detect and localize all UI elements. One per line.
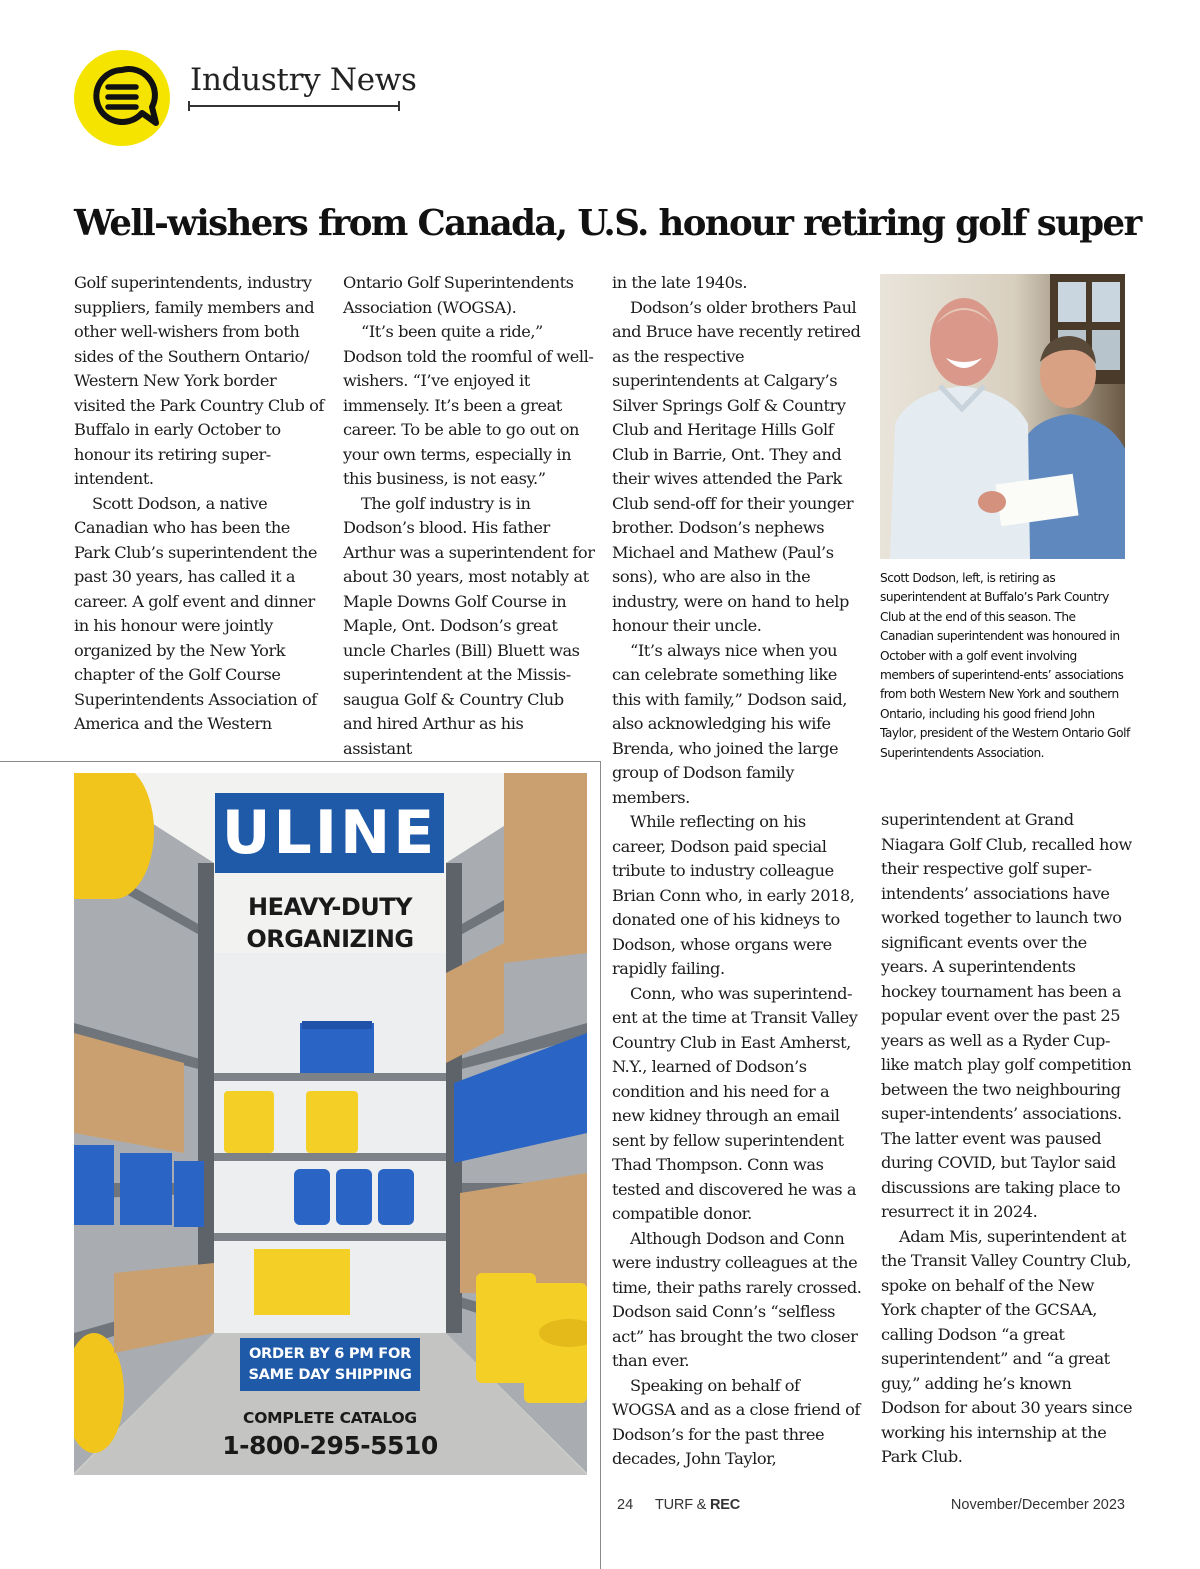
ad-frame-line [600, 761, 601, 1569]
section-title: Industry News [190, 62, 417, 98]
menu-speech-bubble-icon [72, 48, 172, 148]
article-headline: Well-wishers from Canada, U.S. honour retiring golf super [74, 203, 1141, 244]
ad-shipping-line: SAME DAY SHIPPING [248, 1366, 412, 1383]
paragraph: Scott Dodson, a native Canadian who has been the Park Club’s superintendent the past 30 years, has called it a career. A golf event and dinner in his honour were jointly organized by the New York chapter of the Golf Course Superintendents Association of America and the Western [74, 493, 318, 733]
paragraph: in the late 1940s. [612, 273, 748, 292]
ad-shipping-badge [240, 1338, 420, 1391]
paragraph: Golf superintendents, industry suppliers, family members and other well-wishers from both sides of the Southern Ontario/ Western New York border visited the Park Country Club of Buffalo in early October to honour its retiring super-intendent. [74, 273, 324, 488]
section-title-rule [188, 105, 400, 107]
magazine-name [655, 1497, 740, 1513]
paragraph: “It’s been quite a ride,” Dodson told the roomful of well-wishers. “I’ve enjoyed it immensely. It’s been a great career. To be able to go out on your own terms, especially in this business, is not easy.” [343, 322, 594, 488]
ad-tagline [224, 891, 436, 955]
ad-tagline-line: ORGANIZING [246, 925, 414, 953]
page-number: 24 [617, 1497, 634, 1513]
paragraph: Adam Mis, superintendent at the Transit Valley Country Club, spoke on behalf of the New York chapter of the GCSAA, calling Dodson “a great superintendent” and “a great guy,” adding he’s known Dodson for about 30 years since working his internship at the Park Club. [881, 1226, 1133, 1466]
article-column-1 [74, 271, 326, 737]
paragraph: Conn, who was superintend-ent at the time at Transit Valley Country Club in East Amherst, N.Y., learned of Dodson’s condition and his need for a new kidney through an email sent by fellow superintendent Thad Thompson. Conn was tested and discovered he was a compatible donor. [612, 983, 858, 1223]
paragraph: “It’s always nice when you can celebrate something like this with family,” Dodson said, also acknowledging his wife Brenda, who joined the large group of Dodson family members. [612, 640, 847, 807]
paragraph: The golf industry is in Dodson’s blood. His father Arthur was a superintendent for about 30 years, most notably at Maple Downs Golf Course in Maple, Ont. Dodson’s great uncle Charles (Bill) Bluett was superintendent at the Missis-saugua Golf & Country Club and hired Arthur as his assistant [343, 493, 595, 758]
article-column-3 [612, 271, 864, 1472]
article-photo [880, 274, 1125, 559]
article-column-2 [343, 271, 595, 761]
photo-caption: Scott Dodson, left, is retiring as superintendent at Buffalo’s Park Country Club at the end of this season. The Canadian superintendent was honoured in October with a golf event involving members of superintend-ents’ associations from both Western New York and southern Ontario, including his good friend John Taylor, president of the Western Ontario Golf Superintendents Association. [880, 571, 1130, 760]
ad-brand-logo: ULINE [215, 793, 444, 873]
paragraph: Speaking on behalf of WOGSA and as a close friend of Dodson’s for the past three decades, John Taylor, [612, 1375, 860, 1468]
ad-catalog-label: COMPLETE CATALOG [243, 1409, 417, 1427]
magazine-name-rec: REC [710, 1497, 741, 1513]
ad-frame-line [0, 761, 601, 762]
paragraph: While reflecting on his career, Dodson paid special tribute to industry colleague Brian Conn who, in early 2018, donated one of his kidneys to Dodson, whose organs were rapidly failing. [612, 812, 855, 978]
uline-advertisement[interactable] [74, 773, 587, 1475]
magazine-name-turf: TURF & [655, 1497, 710, 1513]
issue-date: November/December 2023 [950, 1497, 1125, 1513]
ad-shipping-line: ORDER BY 6 PM FOR [248, 1345, 412, 1362]
ad-phone-number[interactable]: 1-800-295-5510 [222, 1431, 438, 1460]
paragraph: Ontario Golf Superintendents Association (WOGSA). [343, 273, 574, 317]
paragraph: Although Dodson and Conn were industry colleagues at the time, their paths rarely crossed. Dodson said Conn’s “selfless act” has brought the two closer than ever. [612, 1228, 862, 1370]
paragraph: superintendent at Grand Niagara Golf Club, recalled how their respective golf super-intendents’ associations have worked together to launch two significant events over the years. A superintendents hockey tournament has been a popular event over the past 25 years as well as a Ryder Cup-like match play golf competition between the two neighbouring super-intendents’ associations. The latter event was paused during COVID, but Taylor said discussions are taking place to resurrect it in 2024. [881, 810, 1132, 1221]
paragraph: Dodson’s older brothers Paul and Bruce have recently retired as the respective superintendents at Calgary’s Silver Springs Golf & Country Club and Heritage Hills Golf Club in Barrie, Ont. They and their wives attended the Park Club send-off for their younger brother. Dodson’s nephews Michael and Mathew (Paul’s sons), who are also in the industry, were on hand to help honour their uncle. [612, 297, 861, 635]
article-column-4 [881, 808, 1133, 1470]
ad-tagline-line: HEAVY-DUTY [248, 893, 412, 921]
